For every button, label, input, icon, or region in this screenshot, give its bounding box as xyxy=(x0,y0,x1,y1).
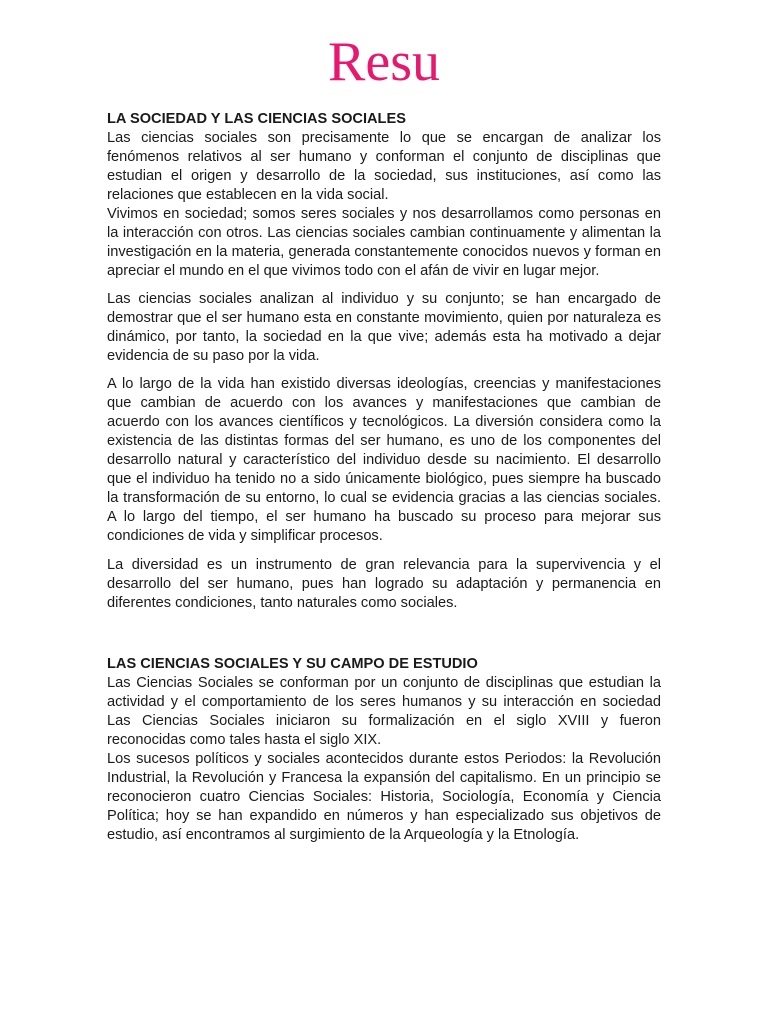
paragraph: Vivimos en sociedad; somos seres sociales y nos desarrollamos como personas en la interacción con otros. Las ciencias sociales cambian continuamente y alimentan la investigación en la materia, generada constantemente conocidos nuevos y forman en apreciar el mundo en el que vivimos todo con el afán de vivir en lugar mejor. xyxy=(107,206,661,279)
paragraph: Las ciencias sociales analizan al individuo y su conjunto; se han encargado de demostrar que el ser humano esta en constante movimiento, quien por naturaleza es dinámico, por tanto, la sociedad en la que vive; además esta ha motivado a dejar evidencia de su paso por la vida. xyxy=(107,291,661,364)
paragraph: Las Ciencias Sociales se conforman por un conjunto de disciplinas que estudian la actividad y el comportamiento de los seres humanos y su interacción en sociedad Las Ciencias Sociales iniciaron su formalización en el siglo XVIII y fueron reconocidas como tales hasta el siglo XIX. xyxy=(107,675,661,748)
document-title: Resu xyxy=(328,31,440,93)
paragraph: La diversidad es un instrumento de gran relevancia para la supervivencia y el desarrollo del ser humano, pues han logrado su adaptación y permanencia en diferentes condiciones, tanto naturales como sociales. xyxy=(107,557,661,611)
document-body xyxy=(107,110,661,845)
paragraph: Las ciencias sociales son precisamente lo que se encargan de analizar los fenómenos relativos al ser humano y conforman el conjunto de disciplinas que estudian el origen y desarrollo de la sociedad, sus instituciones, así como las relaciones que establecen en la vida social. xyxy=(107,130,661,203)
section-heading: LAS CIENCIAS SOCIALES Y SU CAMPO DE ESTUDIO xyxy=(107,656,478,672)
section-heading: LA SOCIEDAD Y LAS CIENCIAS SOCIALES xyxy=(107,111,406,127)
paragraph: Los sucesos políticos y sociales acontecidos durante estos Periodos: la Revolución Industrial, la Revolución y Francesa la expansión del capitalismo. En un principio se reconocieron cuatro Ciencias Sociales: Historia, Sociología, Economía y Ciencia Política; hoy se han expandido en números y han especializado sus objetivos de estudio, así encontramos al surgimiento de la Arqueología y la Etnología. xyxy=(107,751,661,843)
paragraph: A lo largo de la vida han existido diversas ideologías, creencias y manifestaciones que cambian de acuerdo con los avances y manifestaciones que cambian de acuerdo con los avances científicos y tecnológicos. La diversión considera como la existencia de las distintas formas del ser humano, es uno de los componentes del desarrollo natural y característico del individuo desde su nacimiento. El desarrollo que el individuo ha tenido no a sido únicamente biológico, pues siempre ha buscado la transformación de su entorno, lo cual se evidencia gracias a las ciencias sociales. A lo largo del tiempo, el ser humano ha buscado su proceso para mejorar sus condiciones de vida y simplificar procesos. xyxy=(107,376,661,544)
